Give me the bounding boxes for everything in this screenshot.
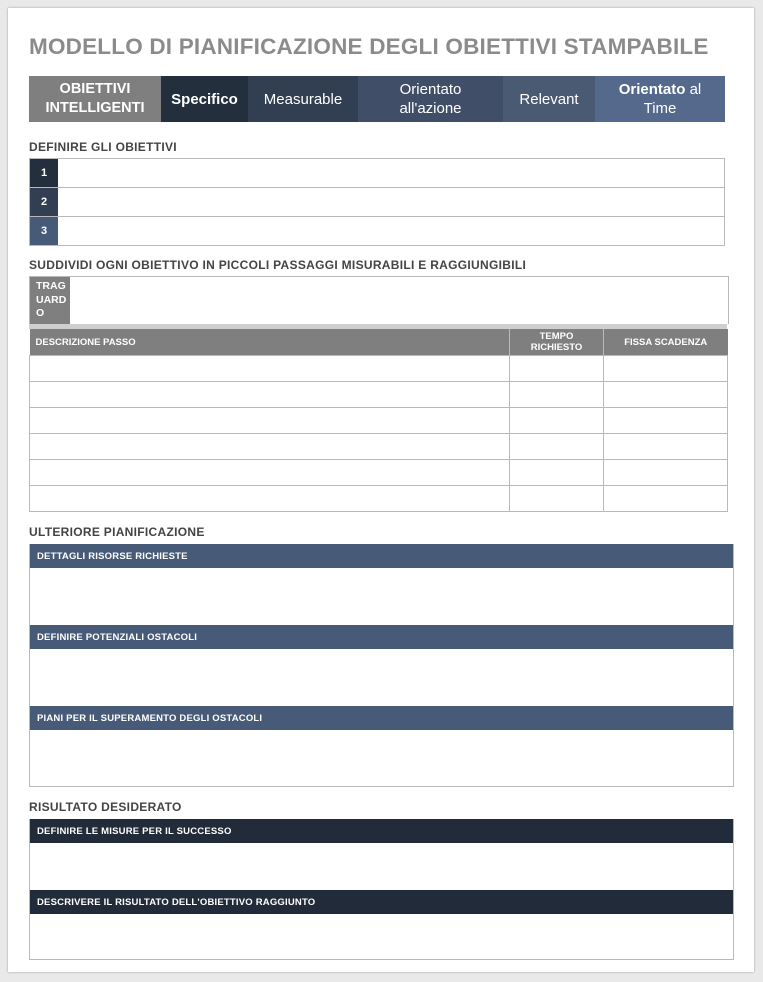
document-page [8, 8, 754, 972]
steps-header-row [30, 329, 728, 356]
smart-time-rest: al [689, 81, 702, 98]
time-cell[interactable] [510, 486, 604, 512]
measures-header: DEFINIRE LE MISURE PER IL SUCCESSO [30, 819, 733, 843]
col-time-line1: TEMPO [539, 331, 574, 342]
target-field[interactable] [70, 277, 728, 324]
step-cell[interactable] [30, 460, 510, 486]
step-cell[interactable] [30, 408, 510, 434]
table-row [30, 408, 728, 434]
deadline-cell[interactable] [604, 460, 728, 486]
col-deadline: FISSA SCADENZA [604, 329, 728, 356]
smart-action-line2: all'azione [399, 100, 462, 117]
smart-action [358, 76, 503, 122]
smart-label [29, 76, 161, 122]
goals-list [29, 158, 725, 246]
time-cell[interactable] [510, 434, 604, 460]
measures-field[interactable] [30, 843, 733, 890]
smart-action-line1: Orientato [399, 81, 462, 98]
steps-heading: SUDDIVIDI OGNI OBIETTIVO IN PICCOLI PASSAGGI MISURABILI E RAGGIUNGIBILI [29, 258, 527, 272]
col-time [510, 329, 604, 356]
step-cell[interactable] [30, 486, 510, 512]
describe-field[interactable] [30, 914, 733, 959]
goal-row [30, 159, 724, 187]
target-label: TRAGUARDO [30, 277, 70, 324]
deadline-cell[interactable] [604, 434, 728, 460]
goal-number: 3 [30, 217, 58, 245]
goal-number: 2 [30, 188, 58, 216]
goal-field[interactable] [58, 217, 724, 245]
further-planning-heading: ULTERIORE PIANIFICAZIONE [29, 525, 205, 539]
table-row [30, 382, 728, 408]
goal-row [30, 187, 724, 216]
planning-block [29, 544, 734, 787]
goal-number: 1 [30, 159, 58, 187]
smart-time [595, 76, 725, 122]
smart-specific: Specifico [161, 76, 248, 122]
deadline-cell[interactable] [604, 486, 728, 512]
time-cell[interactable] [510, 460, 604, 486]
page-title: MODELLO DI PIANIFICAZIONE DEGLI OBIETTIVI STAMPABILE [29, 34, 709, 59]
step-cell[interactable] [30, 356, 510, 382]
smart-label-line1: OBIETTIVI [59, 81, 131, 97]
target-row [29, 276, 729, 324]
smart-time-line2: Time [643, 100, 677, 117]
col-description: DESCRIZIONE PASSO [30, 329, 510, 356]
step-cell[interactable] [30, 434, 510, 460]
deadline-cell[interactable] [604, 356, 728, 382]
deadline-cell[interactable] [604, 382, 728, 408]
smart-banner [29, 76, 725, 122]
obstacles-header: DEFINIRE POTENZIALI OSTACOLI [30, 625, 733, 649]
plans-header: PIANI PER IL SUPERAMENTO DEGLI OSTACOLI [30, 706, 733, 730]
resources-field[interactable] [30, 568, 733, 625]
smart-time-bold: Orientato [618, 81, 686, 98]
goal-row [30, 216, 724, 245]
goal-field[interactable] [58, 188, 724, 216]
deadline-cell[interactable] [604, 408, 728, 434]
time-cell[interactable] [510, 356, 604, 382]
table-row [30, 434, 728, 460]
plans-field[interactable] [30, 730, 733, 786]
step-cell[interactable] [30, 382, 510, 408]
time-cell[interactable] [510, 408, 604, 434]
steps-table [29, 329, 728, 512]
smart-relevant: Relevant [503, 76, 595, 122]
col-time-line2: RICHIESTO [530, 342, 583, 353]
resources-header: DETTAGLI RISORSE RICHIESTE [30, 544, 733, 568]
goal-field[interactable] [58, 159, 724, 187]
smart-label-line2: INTELLIGENTI [45, 100, 145, 116]
obstacles-field[interactable] [30, 649, 733, 706]
smart-measurable: Measurable [248, 76, 358, 122]
time-cell[interactable] [510, 382, 604, 408]
table-row [30, 486, 728, 512]
result-block [29, 819, 734, 960]
define-goals-heading: DEFINIRE GLI OBIETTIVI [29, 140, 177, 154]
table-row [30, 356, 728, 382]
describe-header: DESCRIVERE IL RISULTATO DELL'OBIETTIVO RAGGIUNTO [30, 890, 733, 914]
desired-result-heading: RISULTATO DESIDERATO [29, 800, 182, 814]
table-row [30, 460, 728, 486]
